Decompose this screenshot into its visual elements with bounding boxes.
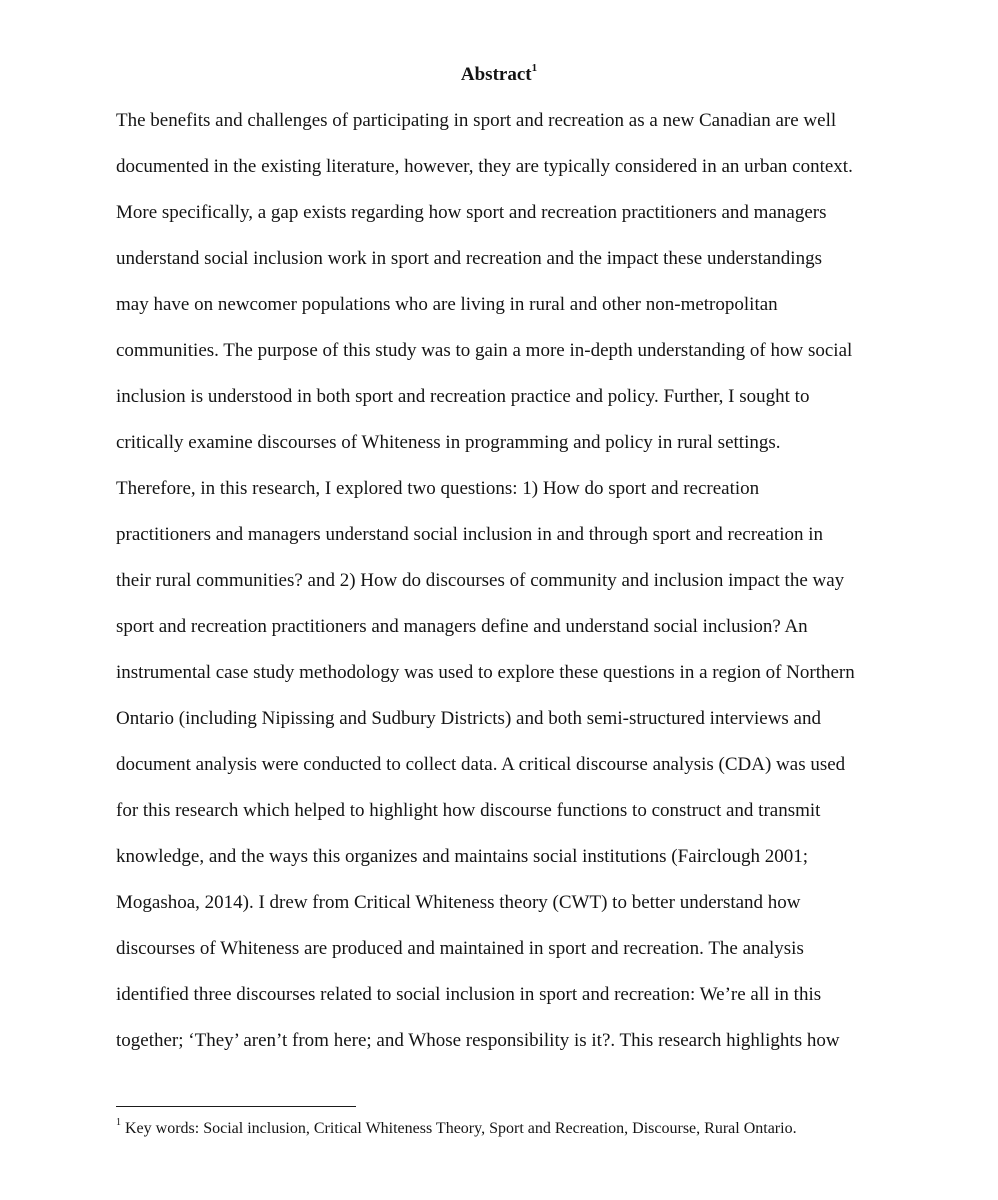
body-line: inclusion is understood in both sport and recreation practice and policy. Further, I sought to <box>116 386 810 407</box>
body-line: their rural communities? and 2) How do discourses of community and inclusion impact the way <box>116 570 845 591</box>
body-line: Mogashoa, 2014). I drew from Critical Whiteness theory (CWT) to better understand how <box>116 892 801 913</box>
body-line: instrumental case study methodology was used to explore these questions in a region of Northern <box>116 662 855 683</box>
body-line: understand social inclusion work in sport and recreation and the impact these understandings <box>116 248 822 269</box>
title-footnote-mark: 1 <box>531 61 538 74</box>
body-line: practitioners and managers understand social inclusion in and through sport and recreation in <box>116 524 824 545</box>
abstract-heading <box>0 62 998 88</box>
body-line: The benefits and challenges of participating in sport and recreation as a new Canadian are well <box>116 110 837 131</box>
body-line: knowledge, and the ways this organizes and maintains social institutions (Fairclough 2001; <box>116 846 808 867</box>
body-line: sport and recreation practitioners and managers define and understand social inclusion? An <box>116 616 808 637</box>
footnote-separator <box>116 1106 356 1107</box>
body-line: document analysis were conducted to collect data. A critical discourse analysis (CDA) was used <box>116 754 846 775</box>
body-line: for this research which helped to highlight how discourse functions to construct and transmit <box>116 800 821 821</box>
body-line: Ontario (including Nipissing and Sudbury Districts) and both semi-structured interviews and <box>116 708 821 729</box>
footnote-mark: 1 <box>116 1116 121 1128</box>
body-line: may have on newcomer populations who are living in rural and other non-metropolitan <box>116 294 778 315</box>
body-line: documented in the existing literature, however, they are typically considered in an urban context. <box>116 156 853 177</box>
body-line: identified three discourses related to social inclusion in sport and recreation: We’re all in this <box>116 984 822 1005</box>
body-line: critically examine discourses of Whiteness in programming and policy in rural settings. <box>116 432 781 453</box>
body-line: More specifically, a gap exists regarding how sport and recreation practitioners and managers <box>116 202 827 223</box>
body-line: together; ‘They’ aren’t from here; and Whose responsibility is it?. This research highlights how <box>116 1030 840 1051</box>
footnote <box>116 1118 797 1140</box>
footnote-text: Key words: Social inclusion, Critical Whiteness Theory, Sport and Recreation, Discourse, Rural Ontario. <box>125 1120 797 1137</box>
body-line: discourses of Whiteness are produced and maintained in sport and recreation. The analysis <box>116 938 804 959</box>
abstract-title: Abstract <box>460 64 532 85</box>
body-line: communities. The purpose of this study was to gain a more in-depth understanding of how social <box>116 340 853 361</box>
body-line: Therefore, in this research, I explored two questions: 1) How do sport and recreation <box>116 478 760 499</box>
